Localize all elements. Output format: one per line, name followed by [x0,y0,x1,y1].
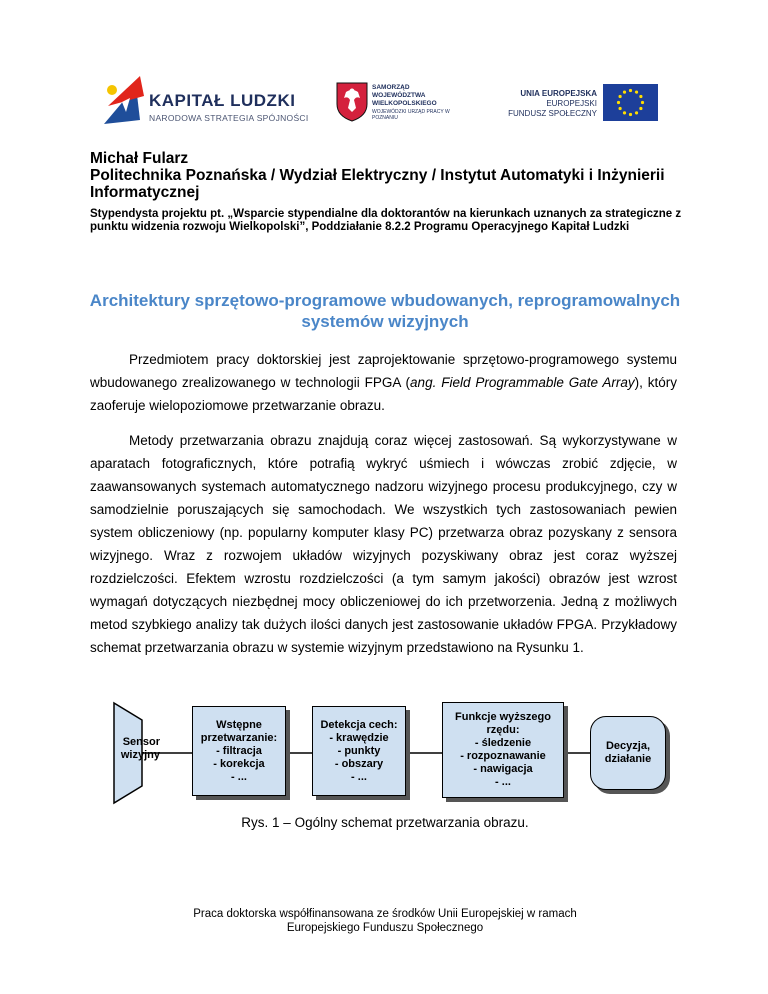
sensor-label [80,736,160,762]
eu-star [639,107,642,110]
author-affiliation: Politechnika Poznańska / Wydział Elektryczny / Instytut Automatyki i Inżynierii Informatycznej [90,167,665,201]
eu-label [475,89,597,119]
eu-star [641,101,644,104]
eu-star [619,107,622,110]
paragraph-2 [90,429,677,659]
higher-line-2: rzędu: [486,724,520,736]
eu-star [617,101,620,104]
sensor-line-1: Sensor [122,736,160,748]
sensor-line-2: wizyjny [120,749,160,761]
higher-line-5: - nawigacja [473,763,533,775]
higher-line-4: - rozpoznawanie [460,750,546,762]
footer-line-1: Praca doktorska współfinansowana ze środków Unii Europejskiej w ramach [193,908,577,920]
paragraph-2-text: Metody przetwarzania obrazu znajdują coraz więcej zastosowań. Są wykorzystywane w aparatach fotograficznych, które potrafią wykryć uśmiech i wówczas zrobić zdjęcie, w zaawansowanych systemach automatycznego nadzoru wizyjnego procesu produkcyjnego, czy w samodzielnie poruszających się samochodach. We wszystkich tych zastosowaniach pewien system obliczeniowy (np. popularny komputer klasy PC) przetwarza obraz pozyskany z sensora wizyjnego. Wraz z rozwojem układów wizyjnych pozyskiwany obraz jest coraz wyższej rozdzielczości. Efektem wzrostu rozdzielczości (a tym samym jakości) obrazów jest wzrost wymagań dotyczących niezbędnej mocy obliczeniowej do ich przetworzenia. Jedną z możliwych metod szybkiego analizy tak dużych ilości danych jest zastosowanie układów FPGA. Przykładowy schemat przetwarzania obrazu w systemie wizyjnym przedstawiono na Rysunku 1. [90,433,677,655]
features-box [312,706,406,796]
features-line-2: - krawędzie [329,731,389,744]
preprocessing-line-1: Wstępne [216,718,262,731]
wielkopolska-subtitle: WOJEWÓDZKI URZĄD PRACY W POZNANIU [372,109,450,121]
features-line-4: - obszary [334,757,384,770]
kapital-ludzki-title: KAPITAŁ LUDZKI [149,91,296,110]
wielkopolska-title: SAMORZĄD WOJEWÓDZTWA WIELKOPOLSKIEGO [372,84,437,107]
higher-line-1: Funkcje wyższego [455,711,551,723]
eu-star [629,113,632,116]
higher-line-6: - ... [495,776,511,788]
decision-box [590,716,666,790]
eu-star [623,91,626,94]
higher-line-3: - śledzenie [474,737,532,749]
wielkopolska-crest-icon [336,82,368,122]
kapital-ludzki-logo-icon [100,72,148,128]
preprocessing-line-5: - ... [231,770,247,783]
preprocessing-line-2: przetwarzanie: [200,731,278,744]
paragraph-1-after: ), który zaoferuje wielopoziomowe przetwarzanie obrazu. [90,375,677,413]
eu-star [635,111,638,114]
eu-star [639,95,642,98]
paragraph-1-italic: ang. Field Programmable Gate Array [410,375,635,390]
figure-caption: Rys. 1 – Ogólny schemat przetwarzania obrazu. [241,815,529,830]
eu-line2: EUROPEJSKI [546,99,597,108]
preprocessing-line-4: - korekcja [213,757,265,770]
kapital-ludzki-subtitle: NARODOWA STRATEGIA SPÓJNOŚCI [149,113,309,123]
paragraph-1-before: Przedmiotem pracy doktorskiej jest zaprojektowanie sprzętowo-programowego systemu wbudowanego zrealizowanego w technologii FPGA ( [90,352,677,390]
author-block [90,150,690,201]
preprocessing-box [192,706,286,796]
decision-line-1: Decyzja, [605,740,651,752]
eu-star [629,89,632,92]
features-line-3: - punkty [337,744,381,757]
eu-line1: UNIA EUROPEJSKA [520,89,597,98]
eu-flag-icon [603,84,658,121]
eu-star [619,95,622,98]
author-name: Michał Fularz [90,150,189,167]
eu-star [623,111,626,114]
features-line-1: Detekcja cech: [320,718,398,731]
decision-line-2: działanie [604,753,652,765]
eu-line3: FUNDUSZ SPOŁECZNY [508,109,597,118]
preprocessing-line-3: - filtracja [216,744,262,757]
processing-diagram [80,700,700,810]
paragraph-1 [90,348,677,417]
eu-star [635,91,638,94]
footer [80,907,690,935]
footer-line-2: Europejskiego Funduszu Społecznego [286,922,484,934]
features-line-5: - ... [351,770,367,783]
higher-functions-box [442,702,564,798]
stipend-info: Stypendysta projektu pt. „Wsparcie stypendialne dla doktorantów na kierunkach uznanych za strategiczne z punktu widzenia rozwoju Wielkopolski”, Poddziałanie 8.2.2 Programu Operacyjnego Kapitał Ludzki [90,208,682,233]
page-title: Architektury sprzętowo-programowe wbudowanych, reprogramowalnych systemów wizyjnych [89,291,681,331]
